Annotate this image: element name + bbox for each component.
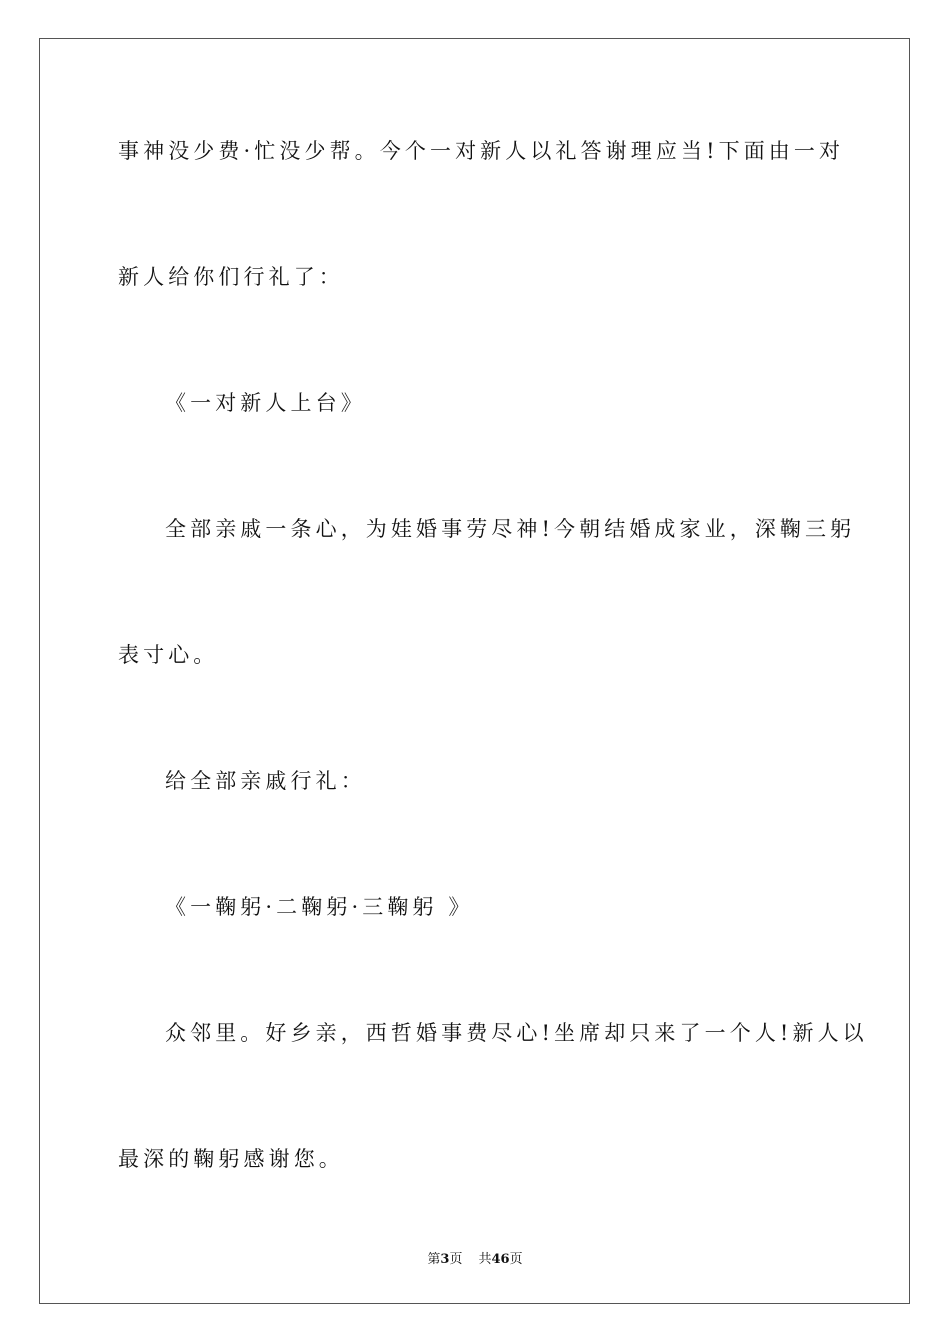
page-border [39, 38, 910, 1304]
total-suffix: 页 [509, 1252, 523, 1267]
total-pages: 46 [491, 1252, 510, 1267]
text-line: 众邻里。好乡亲，西哲婚事费尽心!坐席却只来了一个人!新人以 [165, 1021, 868, 1045]
total-prefix: 共 [478, 1252, 492, 1267]
text-line: 表寸心。 [118, 643, 219, 667]
text-line: 《一鞠躬·二鞠躬·三鞠躬 》 [165, 895, 474, 919]
page-prefix: 第 [427, 1252, 441, 1267]
text-line: 最深的鞠躬感谢您。 [118, 1147, 344, 1171]
text-line: 《一对新人上台》 [165, 391, 366, 415]
page-suffix: 页 [449, 1252, 463, 1267]
text-line: 新人给你们行礼了： [118, 265, 344, 289]
page-number: 3 [440, 1252, 450, 1267]
text-line: 给全部亲戚行礼： [165, 769, 366, 793]
text-line: 全部亲戚一条心，为娃婚事劳尽神!今朝结婚成家业，深鞠三躬 [165, 517, 856, 541]
text-line: 事神没少费·忙没少帮。今个一对新人以礼答谢理应当!下面由一对 [118, 139, 845, 163]
page-footer [0, 1248, 950, 1267]
